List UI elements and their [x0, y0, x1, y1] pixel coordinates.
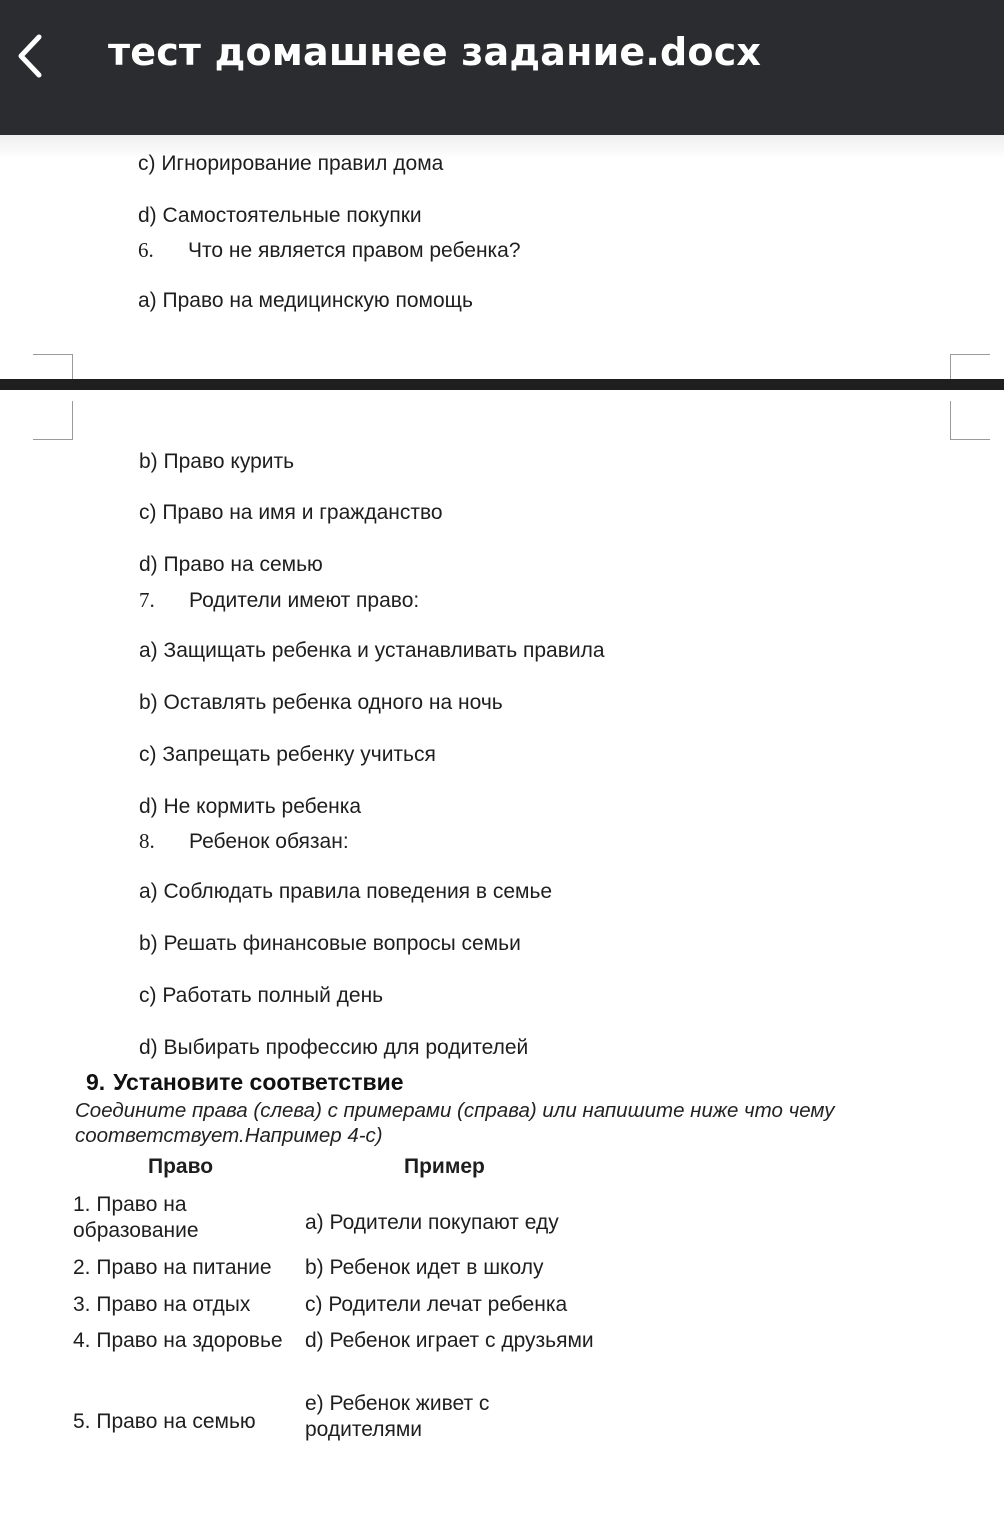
match-right-item: 1. Право на образование [73, 1193, 199, 1242]
page-corner-mark [950, 354, 990, 379]
chevron-left-icon [15, 33, 45, 79]
question-text: Ребенок обязан: [189, 830, 349, 853]
question-7 [139, 587, 419, 614]
document-title: тест домашнее задание.docx [108, 30, 762, 74]
q7-option-d: d) Не кормить ребенка [139, 795, 362, 818]
question-8 [139, 828, 349, 855]
q6-option-b: b) Право курить [139, 450, 295, 473]
q8-option-b: b) Решать финансовые вопросы семьи [139, 932, 521, 955]
question-number: 6. [138, 238, 154, 262]
match-example-item: a) Родители покупают еду [305, 1211, 559, 1234]
page-corner-mark [33, 354, 73, 379]
question-number: 8. [139, 829, 155, 853]
q7-option-a: a) Защищать ребенка и устанавливать правила [139, 639, 605, 662]
page-corner-mark [950, 401, 990, 440]
q5-option-c: c) Игнорирование правил дома [138, 152, 444, 175]
q6-option-c: c) Право на имя и гражданство [139, 501, 443, 524]
q5-option-d: d) Самостоятельные покупки [138, 204, 422, 227]
match-right-item: 4. Право на здоровье [73, 1329, 283, 1352]
question-9-instruction: Соедините права (слева) с примерами (справа) или напишите ниже что чему соответствует.Например 4-c) [75, 1099, 835, 1147]
q7-option-c: c) Запрещать ребенку учиться [139, 743, 436, 766]
question-number: 7. [139, 588, 155, 612]
match-example-item: d) Ребенок играет с друзьями [305, 1329, 594, 1352]
match-right-item: 3. Право на отдых [73, 1293, 251, 1316]
question-number: 9. [86, 1069, 106, 1095]
match-example-item: b) Ребенок идет в школу [305, 1256, 544, 1279]
q8-option-a: a) Соблюдать правила поведения в семье [139, 880, 553, 903]
app-bar [0, 0, 1004, 135]
page-break-divider [0, 379, 1004, 390]
column-header-example: Пример [404, 1155, 485, 1178]
question-9-heading [86, 1069, 404, 1096]
question-text: Родители имеют право: [189, 589, 420, 612]
q8-option-d: d) Выбирать профессию для родителей [139, 1036, 529, 1059]
q7-option-b: b) Оставлять ребенка одного на ночь [139, 691, 503, 714]
match-right-item: 5. Право на семью [73, 1410, 256, 1433]
question-title: Установите соответствие [113, 1069, 404, 1095]
match-example-item: c) Родители лечат ребенка [305, 1293, 568, 1316]
q8-option-c: c) Работать полный день [139, 984, 384, 1007]
match-right-item: 2. Право на питание [73, 1256, 272, 1279]
back-button[interactable] [0, 22, 60, 90]
q6-option-d: d) Право на семью [139, 553, 323, 576]
match-example-item: e) Ребенок живет с родителями [305, 1392, 490, 1441]
column-header-right: Право [148, 1155, 214, 1178]
question-6 [138, 237, 521, 264]
question-text: Что не является правом ребенка? [188, 239, 521, 262]
page-corner-mark [33, 401, 73, 440]
q6-option-a: a) Право на медицинскую помощь [138, 289, 473, 312]
